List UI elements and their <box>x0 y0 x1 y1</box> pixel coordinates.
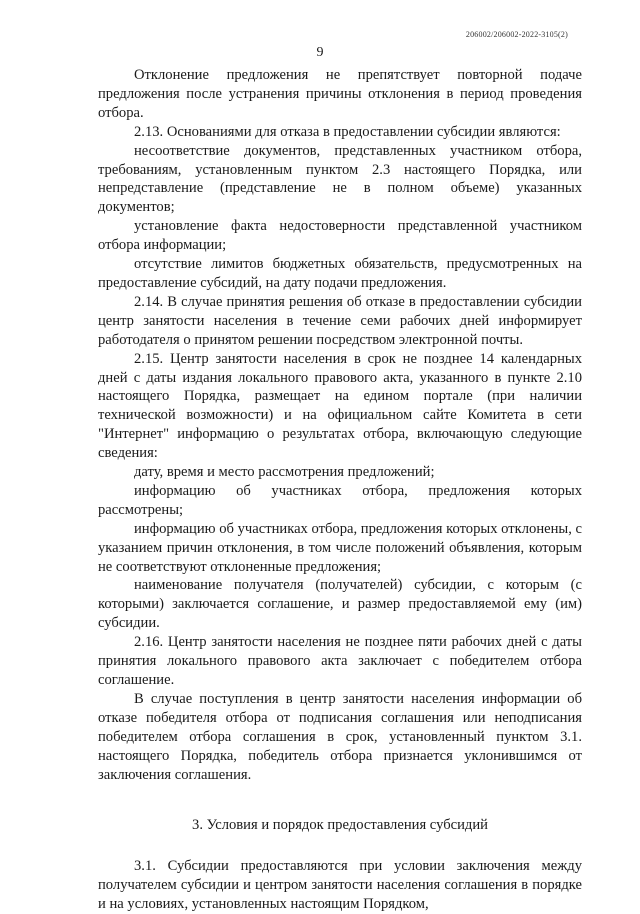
paragraph-2-14: 2.14. В случае принятия решения об отказе в предоставлении субсидии центр занятости населения в течение семи рабочих дней информирует работодателя о принятом решении посредством электронной почты. <box>98 293 582 348</box>
list-item-inaccuracy: установление факта недостоверности представленной участником отбора информации; <box>98 218 582 254</box>
section-title: 3. Условия и порядок предоставления субсидий <box>192 817 488 834</box>
list-item-nonconformity: несоответствие документов, представленных участником отбора, требованиям, установленным пунктом 2.3 настоящего Порядка, или непредставление (представление не в полном объеме) указанных документов; <box>98 142 582 216</box>
list-item-date-time: дату, время и место рассмотрения предложений; <box>134 464 435 481</box>
document-body <box>98 66 582 914</box>
paragraph-3-1: 3.1. Субсидии предоставляются при условии заключения между получателем субсидии и центром занятости населения соглашения в порядке и на условиях, установленных настоящим Порядком, <box>98 858 582 913</box>
paragraph-2-16: 2.16. Центр занятости населения не позднее пяти рабочих дней с даты принятия локального правового акта заключает с победителем отбора соглашение. <box>98 634 582 688</box>
paragraph-2-15: 2.15. Центр занятости населения в срок не позднее 14 календарных дней с даты издания локального правового акта, указанного в пункте 2.10 настоящего Порядка, размещает на едином портале (при наличии технической возможности) и на официальном сайте Комитета в сети "Интернет" информацию о результатах отбора, включающую следующие сведения: <box>98 350 582 462</box>
list-item-recipient: наименование получателя (получателей) субсидии, с которым (с которыми) заключается соглашение, и размер предоставляемой ему (им) субсидии. <box>98 577 582 632</box>
document-id: 206002/206002-2022-3105(2) <box>465 30 568 39</box>
paragraph-2-13: 2.13. Основаниями для отказа в предоставлении субсидии являются: <box>134 123 561 140</box>
list-item-no-limits: отсутствие лимитов бюджетных обязательств, предусмотренных на предоставление субсидий, на дату подачи предложения. <box>98 256 582 291</box>
paragraph-refusal: В случае поступления в центр занятости населения информации об отказе победителя отбора от подписания соглашения или неподписания победителем отбора соглашения в срок, установленный пунктом 3.1. настоящего Порядка, победитель отбора признается уклонившимся от заключения соглашения. <box>98 690 582 783</box>
page-number: 9 <box>316 45 324 60</box>
paragraph-rejection-note: Отклонение предложения не препятствует повторной подаче предложения после устранения причины отклонения в период проведения отбора. <box>98 67 582 121</box>
list-item-considered: информацию об участниках отбора, предложения которых рассмотрены; <box>98 482 582 518</box>
list-item-rejected: информацию об участниках отбора, предложения которых отклонены, с указанием причин отклонения, в том числе положений объявления, которым не соответствуют отклоненные предложения; <box>98 520 582 575</box>
